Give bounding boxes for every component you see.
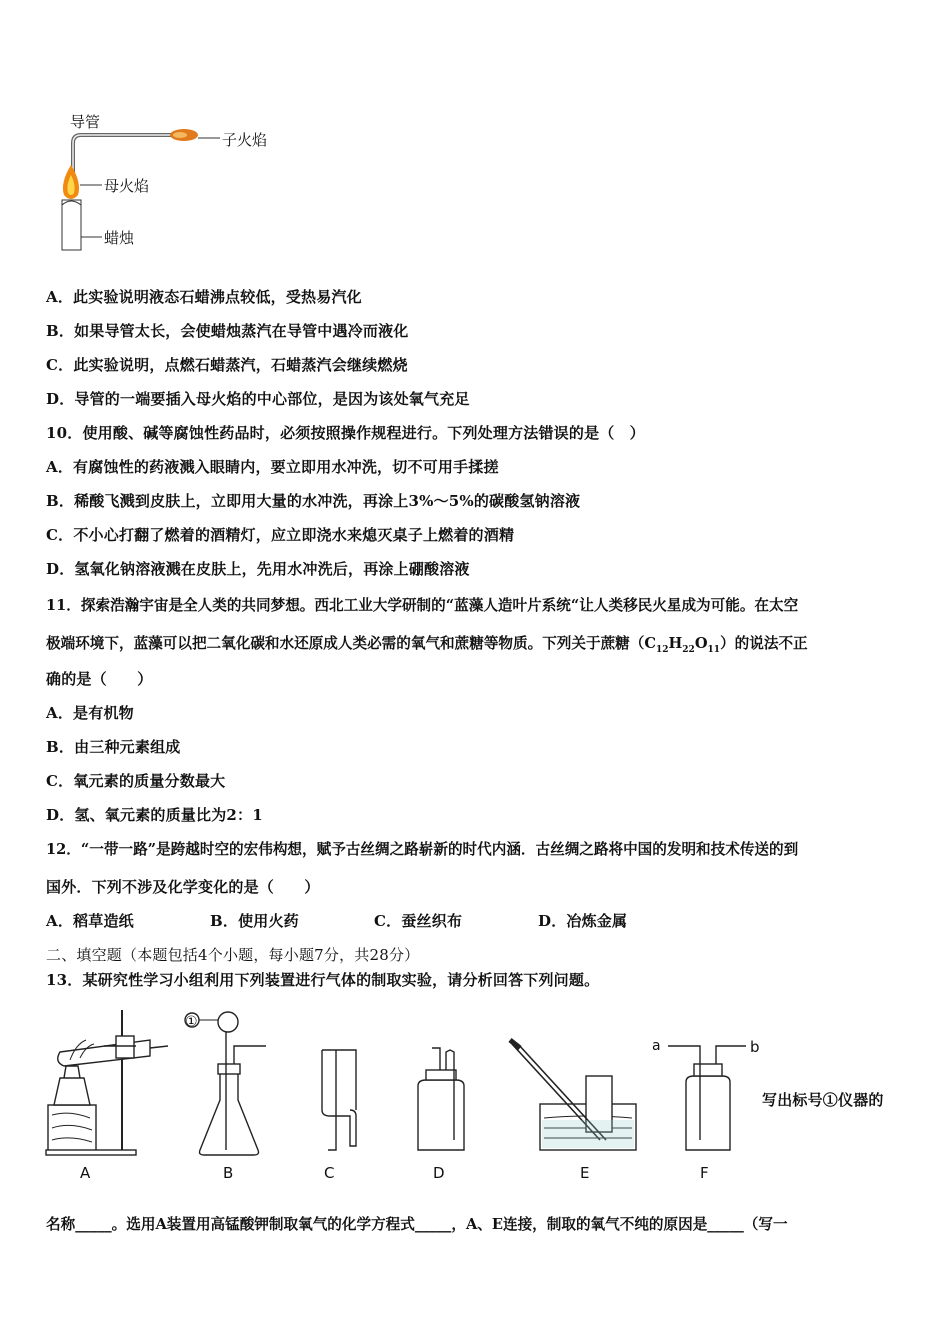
- q11-stem-line2: 极端环境下，蓝藻可以把二氧化碳和水还原成人类必需的氧气和蔗糖等物质。下列关于蔗糖$(C_{12}H_{22}O_{11})$的说法不正: [46, 635, 808, 655]
- q12-stem-line1: 12．“一带一路”是跨越时空的宏伟构想，赋予古丝绸之路崭新的时代内涵．古丝绸之路将中国的发明和技术传送的到: [46, 841, 799, 858]
- q10-option-a: A．有腐蚀性的药液溅入眼睛内，要立即用水冲洗，切不可用手揉搓: [46, 458, 499, 476]
- q9-option-c: C．此实验说明，点燃石蜡蒸汽，石蜡蒸汽会继续燃烧: [46, 356, 408, 374]
- apparatus-label-c: C: [324, 1164, 335, 1182]
- q12-option-d: D．冶炼金属: [538, 912, 628, 930]
- apparatus-label-e: E: [580, 1164, 590, 1182]
- q10-option-d: D．氢氧化钠溶液溅在皮肤上，先用水冲洗后，再涂上硼酸溶液: [46, 560, 470, 578]
- q13-side-text: 写出标号①仪器的: [762, 1091, 884, 1109]
- child-flame-label: 子火焰: [222, 131, 268, 149]
- candle-label: 蜡烛: [104, 229, 135, 247]
- candle-tube-figure: [40, 105, 300, 255]
- q11-stem-line1: 11．探索浩瀚宇宙是全人类的共同梦想。西北工业大学研制的“蓝藻人造叶片系统“让人类移民火星成为可能。在太空: [46, 597, 799, 614]
- apparatus-label-a: A: [80, 1164, 91, 1182]
- apparatus-label-d: D: [433, 1164, 445, 1182]
- section-2-heading: 二、填空题（本题包括4个小题，每小题7分，共28分）: [46, 946, 420, 964]
- q11-option-a: A．是有机物: [46, 704, 134, 722]
- apparatus-label-f: F: [700, 1164, 709, 1182]
- q11-option-d: D．氢、氧元素的质量比为2：1: [46, 806, 263, 824]
- q10-option-b: B．稀酸飞溅到皮肤上，立即用大量的水冲洗，再涂上3%～5%的碳酸氢钠溶液: [46, 492, 581, 510]
- q13-stem: 13．某研究性学习小组利用下列装置进行气体的制取实验，请分析回答下列问题。: [46, 971, 600, 989]
- port-b-label: b: [750, 1038, 760, 1056]
- q11-option-b: B．由三种元素组成: [46, 738, 181, 756]
- q10-option-c: C．不小心打翻了燃着的酒精灯，应立即浇水来熄灭桌子上燃着的酒精: [46, 526, 515, 544]
- q9-option-a: A．此实验说明液态石蜡沸点较低，受热易汽化: [46, 288, 362, 306]
- q9-option-b: B．如果导管太长，会使蜡烛蒸汽在导管中遇冷而液化: [46, 322, 409, 340]
- q9-option-d: D．导管的一端要插入母火焰的中心部位，是因为该处氧气充足: [46, 390, 470, 408]
- q12-option-a: A．稻草造纸: [46, 912, 134, 930]
- q12-stem-line2: 国外．下列不涉及化学变化的是（ ）: [46, 878, 320, 896]
- apparatus-figure: [40, 1000, 760, 1190]
- mother-flame-label: 母火焰: [104, 177, 150, 195]
- q11-stem-line3: 确的是（ ）: [46, 670, 153, 688]
- q12-option-b: B．使用火药: [210, 912, 299, 930]
- q12-options: [46, 910, 627, 931]
- tube-label: 导管: [70, 113, 101, 131]
- marker-1: ①: [185, 1014, 198, 1030]
- q10-stem: 10．使用酸、碱等腐蚀性药品时，必须按照操作规程进行。下列处理方法错误的是（ ）: [46, 424, 645, 442]
- apparatus-label-b: B: [223, 1164, 234, 1182]
- port-a-label: a: [652, 1038, 661, 1054]
- q12-option-c: C．蚕丝织布: [374, 912, 463, 930]
- q11-option-c: C．氧元素的质量分数最大: [46, 772, 226, 790]
- candle-body: [62, 200, 81, 250]
- q13-last-line: 名称_____。选用A装置用高锰酸钾制取氧气的化学方程式_____，A、E连接，制取的氧气不纯的原因是_____（写一: [46, 1216, 788, 1233]
